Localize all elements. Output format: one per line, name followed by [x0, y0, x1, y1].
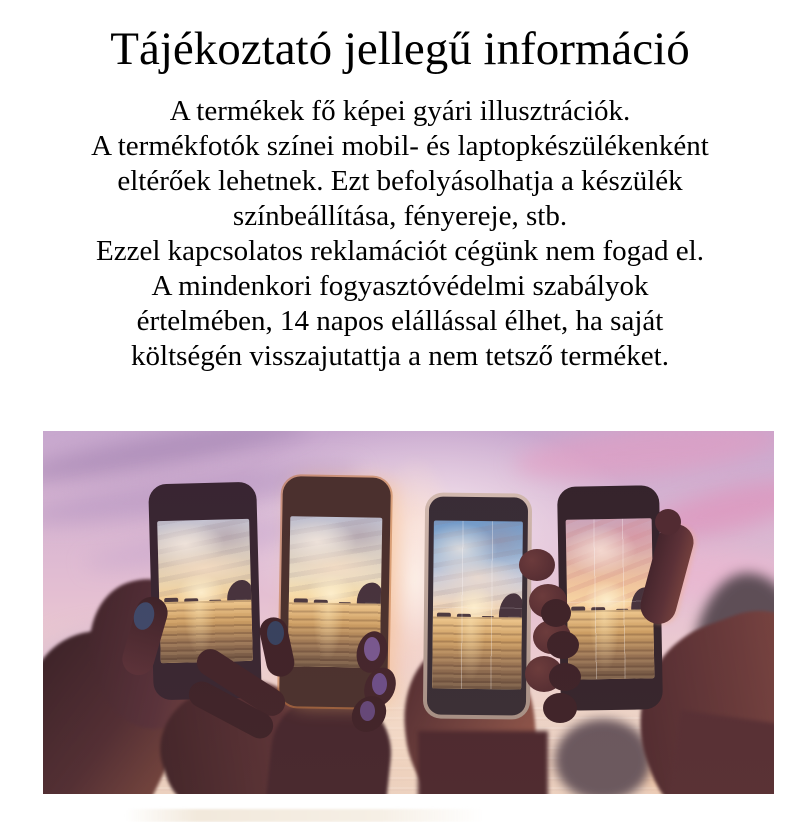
next-image-edge [125, 809, 485, 822]
info-text-line: költségén visszajutattja a nem tetsző terméket. [131, 340, 669, 372]
info-text [0, 94, 800, 374]
painted-nail [372, 673, 387, 695]
fingertip [655, 509, 681, 535]
info-text-line: eltérőek lehetnek. Ezt befolyásolhatja a készülék [117, 165, 683, 197]
painted-nail [360, 701, 375, 721]
finger [543, 693, 577, 723]
page-title: Tájékoztató jellegű információ [110, 23, 690, 75]
smartphone-1-screen [157, 519, 253, 663]
painted-nail [364, 637, 380, 661]
info-text-line: Ezzel kapcsolatos reklamációt cégünk nem fogad el. [96, 235, 704, 267]
camera-grid-lines [432, 521, 523, 690]
screen-sun-reflection [312, 602, 344, 667]
knuckle [519, 549, 555, 581]
info-text-line: színbeállítása, fényereje, stb. [232, 200, 568, 232]
info-text-line: A mindenkori fogyasztóvédelmi szabályok [151, 270, 649, 302]
finger [547, 631, 579, 659]
info-text-line: A termékek fő képei gyári illusztrációk. [169, 95, 631, 127]
smartphone-3 [423, 492, 532, 719]
painted-nail [267, 621, 284, 645]
blurred-rock [555, 719, 651, 794]
finger [541, 599, 571, 627]
smartphone-3-screen [432, 521, 523, 690]
info-text-line: értelmében, 14 napos elállással élhet, ha saját [136, 305, 664, 337]
third-arm [418, 731, 548, 794]
right-arm [667, 710, 774, 794]
four-smartphones-sunset-photo [43, 431, 774, 794]
info-text-line: A termékfotók színei mobil- és laptopkészülékenként [91, 130, 709, 162]
finger [549, 663, 581, 691]
